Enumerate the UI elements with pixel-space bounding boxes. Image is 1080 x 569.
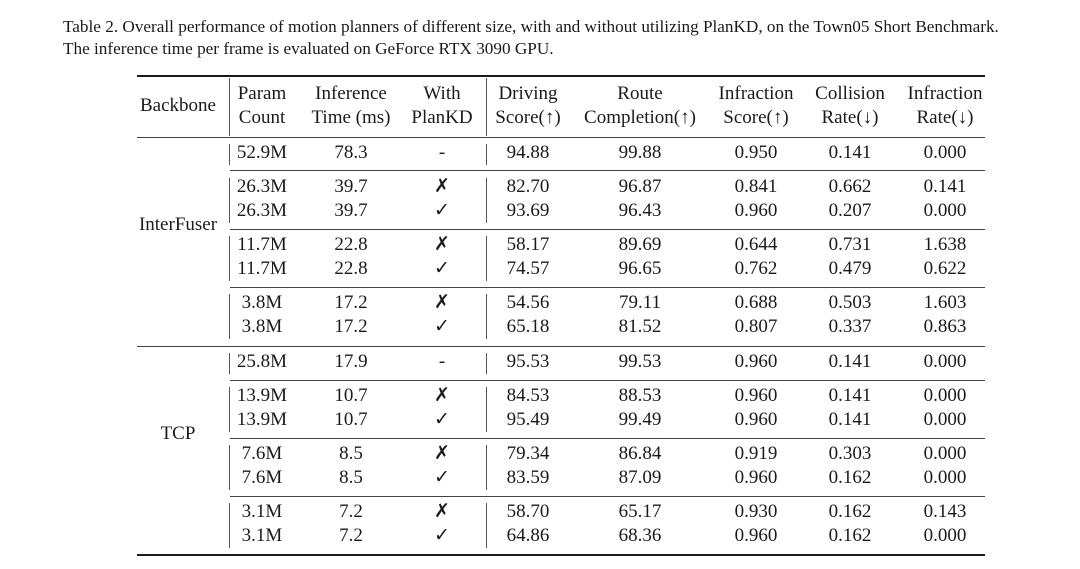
cell-route: 88.53	[618, 385, 662, 406]
cell-infraction_score: 0.960	[734, 351, 778, 372]
cell-route: 99.49	[618, 409, 662, 430]
cell-inference: 10.7	[334, 409, 368, 430]
cell-inference: 22.8	[334, 258, 368, 279]
cell-infraction_score: 0.950	[734, 142, 778, 163]
header-vline	[229, 78, 230, 136]
cell-infraction_rate: 0.143	[923, 501, 967, 522]
cell-param: 25.8M	[236, 351, 288, 372]
cell-param: 26.3M	[236, 176, 288, 197]
cell-driving: 83.59	[506, 467, 550, 488]
cell-with: ✓	[434, 200, 450, 221]
cell-inference: 78.3	[334, 142, 368, 163]
cell-with: ✓	[434, 409, 450, 430]
cell-route: 79.11	[618, 292, 662, 313]
cell-with: ✓	[434, 258, 450, 279]
cell-inference: 8.5	[339, 443, 363, 464]
cell-infraction_rate: 0.622	[923, 258, 967, 279]
cell-with: ✗	[434, 292, 450, 313]
block-separator	[230, 438, 985, 439]
header-infraction_rate-line1: Infraction	[907, 83, 983, 104]
cell-param: 26.3M	[236, 200, 288, 221]
cell-collision: 0.162	[828, 467, 872, 488]
cell-collision: 0.303	[828, 443, 872, 464]
backbone-label-interfuser: InterFuser	[138, 214, 218, 235]
cell-collision: 0.162	[828, 525, 872, 546]
cell-param: 13.9M	[236, 409, 288, 430]
header-rule	[137, 137, 985, 138]
cell-with: ✗	[434, 385, 450, 406]
cell-route: 96.87	[618, 176, 662, 197]
cell-driving: 93.69	[506, 200, 550, 221]
cell-route: 96.65	[618, 258, 662, 279]
cell-inference: 39.7	[334, 200, 368, 221]
cell-route: 81.52	[618, 316, 662, 337]
cell-driving: 54.56	[506, 292, 550, 313]
block-vline-left	[229, 144, 230, 165]
group-rule	[137, 346, 985, 347]
cell-driving: 84.53	[506, 385, 550, 406]
cell-inference: 7.2	[339, 501, 363, 522]
cell-driving: 58.17	[506, 234, 550, 255]
backbone-label-tcp: TCP	[160, 423, 196, 444]
top-rule	[137, 75, 985, 77]
block-vline-left	[229, 294, 230, 339]
cell-with: ✗	[434, 443, 450, 464]
cell-inference: 17.2	[334, 316, 368, 337]
cell-inference: 8.5	[339, 467, 363, 488]
cell-param: 11.7M	[237, 258, 287, 279]
cell-route: 65.17	[618, 501, 662, 522]
cell-infraction_score: 0.919	[734, 443, 778, 464]
cell-infraction_rate: 0.000	[923, 385, 967, 406]
header-inference-line1: Inference	[315, 83, 387, 104]
header-with-line2: PlanKD	[411, 107, 473, 128]
cell-infraction_score: 0.930	[734, 501, 778, 522]
cell-collision: 0.207	[828, 200, 872, 221]
cell-with: ✓	[434, 525, 450, 546]
cell-with: ✓	[434, 316, 450, 337]
cell-param: 11.7M	[237, 234, 287, 255]
header-driving-line1: Driving	[498, 83, 558, 104]
cell-infraction_rate: 0.000	[923, 200, 967, 221]
cell-route: 99.53	[618, 351, 662, 372]
cell-route: 96.43	[618, 200, 662, 221]
cell-infraction_rate: 0.863	[923, 316, 967, 337]
cell-driving: 58.70	[506, 501, 550, 522]
header-infraction_score-line2: Score(↑)	[723, 107, 789, 128]
cell-collision: 0.503	[828, 292, 872, 313]
header-vline	[486, 78, 487, 136]
cell-route: 99.88	[618, 142, 662, 163]
cell-driving: 64.86	[506, 525, 550, 546]
block-separator	[230, 380, 985, 381]
block-vline-left	[229, 445, 230, 490]
cell-infraction_score: 0.960	[734, 200, 778, 221]
block-vline-mid	[486, 236, 487, 281]
cell-param: 3.1M	[241, 501, 283, 522]
caption-line-1: Table 2. Overall performance of motion planners of different size, with and without utilizing PlanKD, on the Town05 Short Benchmark.	[63, 17, 999, 36]
cell-infraction_rate: 0.000	[923, 142, 967, 163]
cell-infraction_rate: 1.638	[923, 234, 967, 255]
cell-infraction_score: 0.841	[734, 176, 778, 197]
header-route-line2: Completion(↑)	[584, 107, 696, 128]
cell-param: 7.6M	[241, 467, 283, 488]
cell-collision: 0.141	[828, 385, 872, 406]
cell-with: ✓	[434, 467, 450, 488]
cell-with: ✗	[434, 234, 450, 255]
cell-param: 3.1M	[241, 525, 283, 546]
cell-with: -	[438, 351, 446, 372]
cell-driving: 94.88	[506, 142, 550, 163]
cell-collision: 0.162	[828, 501, 872, 522]
cell-route: 89.69	[618, 234, 662, 255]
header-param-line2: Count	[238, 107, 286, 128]
header-driving-line2: Score(↑)	[495, 107, 561, 128]
cell-driving: 95.49	[506, 409, 550, 430]
caption-line-2: The inference time per frame is evaluated on GeForce RTX 3090 GPU.	[63, 39, 554, 58]
cell-infraction_score: 0.688	[734, 292, 778, 313]
block-separator	[230, 287, 985, 288]
cell-driving: 95.53	[506, 351, 550, 372]
cell-route: 86.84	[618, 443, 662, 464]
cell-driving: 74.57	[506, 258, 550, 279]
cell-param: 13.9M	[236, 385, 288, 406]
block-separator	[230, 229, 985, 230]
header-route-line1: Route	[617, 83, 663, 104]
header-with-line1: With	[423, 83, 461, 104]
cell-collision: 0.141	[828, 351, 872, 372]
block-vline-left	[229, 503, 230, 548]
block-vline-left	[229, 178, 230, 223]
cell-collision: 0.479	[828, 258, 872, 279]
block-separator	[230, 496, 985, 497]
cell-driving: 65.18	[506, 316, 550, 337]
header-collision-line1: Collision	[815, 83, 885, 104]
cell-route: 68.36	[618, 525, 662, 546]
cell-infraction_rate: 0.000	[923, 525, 967, 546]
cell-infraction_rate: 0.000	[923, 409, 967, 430]
cell-with: ✗	[434, 501, 450, 522]
block-vline-left	[229, 236, 230, 281]
cell-infraction_rate: 1.603	[923, 292, 967, 313]
cell-infraction_rate: 0.000	[923, 351, 967, 372]
cell-param: 3.8M	[241, 316, 283, 337]
cell-infraction_score: 0.960	[734, 409, 778, 430]
cell-inference: 39.7	[334, 176, 368, 197]
cell-collision: 0.337	[828, 316, 872, 337]
cell-route: 87.09	[618, 467, 662, 488]
block-vline-mid	[486, 353, 487, 374]
bottom-rule	[137, 554, 985, 556]
block-vline-left	[229, 353, 230, 374]
header-collision-line2: Rate(↓)	[821, 107, 879, 128]
cell-inference: 7.2	[339, 525, 363, 546]
cell-collision: 0.662	[828, 176, 872, 197]
cell-param: 3.8M	[241, 292, 283, 313]
header-backbone: Backbone	[140, 95, 216, 116]
cell-param: 52.9M	[236, 142, 288, 163]
cell-infraction_score: 0.807	[734, 316, 778, 337]
cell-infraction_score: 0.762	[734, 258, 778, 279]
table-caption	[63, 16, 1073, 60]
cell-infraction_rate: 0.141	[923, 176, 967, 197]
cell-inference: 17.2	[334, 292, 368, 313]
cell-infraction_score: 0.644	[734, 234, 778, 255]
block-vline-mid	[486, 387, 487, 432]
header-param-line1: Param	[237, 83, 287, 104]
cell-driving: 82.70	[506, 176, 550, 197]
block-vline-mid	[486, 445, 487, 490]
cell-collision: 0.141	[828, 142, 872, 163]
cell-infraction_score: 0.960	[734, 467, 778, 488]
block-separator	[230, 170, 985, 171]
block-vline-mid	[486, 294, 487, 339]
cell-inference: 22.8	[334, 234, 368, 255]
cell-infraction_score: 0.960	[734, 385, 778, 406]
cell-collision: 0.731	[828, 234, 872, 255]
cell-infraction_rate: 0.000	[923, 467, 967, 488]
cell-collision: 0.141	[828, 409, 872, 430]
cell-inference: 17.9	[334, 351, 368, 372]
cell-inference: 10.7	[334, 385, 368, 406]
cell-param: 7.6M	[241, 443, 283, 464]
header-infraction_rate-line2: Rate(↓)	[916, 107, 974, 128]
header-inference-line2: Time (ms)	[311, 107, 391, 128]
cell-infraction_rate: 0.000	[923, 443, 967, 464]
block-vline-mid	[486, 144, 487, 165]
block-vline-left	[229, 387, 230, 432]
header-infraction_score-line1: Infraction	[718, 83, 794, 104]
cell-with: ✗	[434, 176, 450, 197]
block-vline-mid	[486, 503, 487, 548]
cell-infraction_score: 0.960	[734, 525, 778, 546]
block-vline-mid	[486, 178, 487, 223]
cell-with: -	[438, 142, 446, 163]
cell-driving: 79.34	[506, 443, 550, 464]
